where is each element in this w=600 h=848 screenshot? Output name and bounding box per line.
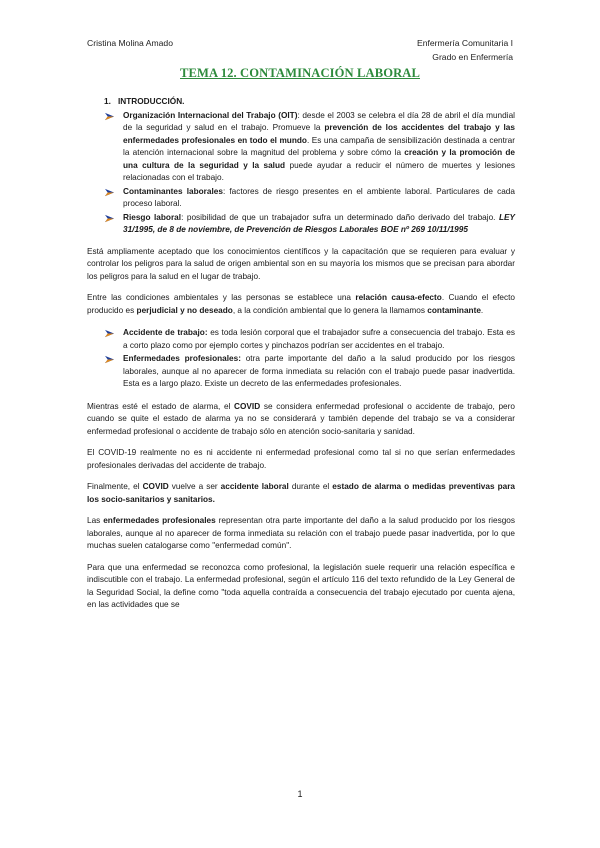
bullet-text: puede ayudar a reducir el número de muertes y lesiones relacionadas con el trabajo. xyxy=(123,160,515,182)
paragraph-1: Está ampliamente aceptado que los conocimientos científicos y la capacitación que se requieren para evaluar y controlar los peligros para la salud de origen ambiental son en su mayoría los mismos que se precisan para abordar los peligros para la salud en el lugar de trabajo. xyxy=(87,246,515,281)
paragraph-7: Para que una enfermedad se reconozca como profesional, la legislación suele requerir una relación específica e indiscutible con el trabajo. La enfermedad profesional, según el artículo 116 del texto refundido de la Ley General de la Seguridad Social, la define como "toda aquella contraída a consecuencia del trabajo ejecutado por cuenta ajena, en las actividades que se xyxy=(87,562,515,609)
header-degree: Grado en Enfermería xyxy=(432,52,513,62)
bullet-item-riesgo xyxy=(87,212,515,237)
paragraph-4: El COVID-19 realmente no es ni accidente ni enfermedad profesional como tal si no que serían enfermedades profesionales derivadas del accidente de trabajo. xyxy=(87,448,515,470)
page-title: TEMA 12. CONTAMINACIÓN LABORAL xyxy=(180,66,420,80)
paragraph-3: Mientras esté el estado de alarma, el COVID se considera enfermedad profesional o accidente de trabajo, pero cuando se quite el estado de alarma ya no se considerará y también depende del trabajo se va a considerar enfermedad profesional o accidente de trabajo sólo en atención socio-sanitaria y sanidad. xyxy=(87,401,515,436)
section-label: INTRODUCCIÓN. xyxy=(118,97,185,106)
bullet-bold-term: Enfermedades profesionales: xyxy=(123,354,241,363)
bullet-bold-text: prevención de los accidentes del trabajo y las enfermedades profesionales en todo el mundo xyxy=(123,123,515,145)
bullet-bold-text: creación y la promoción de una cultura de la seguridad y la salud xyxy=(123,148,515,170)
bullet-text: otra parte importante del daño a la salud producido por los riesgos laborales, aunque al no aparecer de forma inmediata su relación con el trabajo puede pasar inadvertida. Esta es a largo plazo. Existe un decreto de las enfermedades profesionales. xyxy=(123,354,515,388)
paragraph-5: Finalmente, el COVID vuelve a ser accidente laboral durante el estado de alarma o medidas preventivas para los socio-sanitarios y sanitarios. xyxy=(87,482,516,504)
bullet-text: . Es una campaña de sensibilización destinada a centrar la atención internacional sobre la magnitud del problema y sobre cómo la xyxy=(123,135,515,157)
document-body xyxy=(87,96,515,621)
arrow-bullet-icon xyxy=(104,214,115,223)
arrow-bullet-icon xyxy=(104,355,115,364)
arrow-bullet-icon xyxy=(104,112,115,121)
bullet-item-oit xyxy=(87,110,515,185)
bullet-bold-term: Organización Internacional del Trabajo (OIT) xyxy=(123,110,298,120)
bullet-item-accidente xyxy=(87,327,515,352)
header-course: Enfermería Comunitaria I xyxy=(417,38,513,48)
bullet-bold-term: Contaminantes laborales xyxy=(123,186,223,196)
bullet-bold-term: Riesgo laboral xyxy=(123,212,182,222)
header-author: Cristina Molina Amado xyxy=(87,38,173,48)
bullet-item-contaminantes xyxy=(87,186,515,211)
bullet-bold-term: Accidente de trabajo: xyxy=(123,328,208,337)
page-number: 1 xyxy=(297,789,303,799)
bullet-text: : posibilidad de que un trabajador sufra un determinado daño derivado del trabajo. xyxy=(181,212,499,222)
arrow-bullet-icon xyxy=(104,188,115,197)
bullet-text: es toda lesión corporal que el trabajador sufre a consecuencia del trabajo. Esta es a corto plazo como por ejemplo cortes y pinchazos podrían ser accidentes en el trabajo. xyxy=(123,328,515,350)
bullet-text: : desde el 2003 se celebra el día 28 de abril el día mundial de la seguridad y salud en el trabajo. Promueve la xyxy=(123,110,515,132)
law-reference: LEY 31/1995, de 8 de noviembre, de Prevención de Riesgos Laborales BOE nº 269 10/11/1995 xyxy=(123,212,515,234)
bullet-item-enfermedades xyxy=(87,353,515,391)
arrow-bullet-icon xyxy=(104,329,115,338)
paragraph-6: Las enfermedades profesionales representan otra parte importante del daño a la salud producido por los riesgos laborales, aunque al no aparecer de forma inmediata su relación con el trabajo puede pasar inadvertida, por lo que muchas suelen catalogarse como "enfermedad común". xyxy=(87,516,515,550)
bullet-text: : factores de riesgo presentes en el ambiente laboral. Particulares de cada proceso laboral. xyxy=(123,186,515,208)
section-number: 1. xyxy=(104,97,111,106)
paragraph-2: Entre las condiciones ambientales y las personas se establece una relación causa-efecto. Cuando el efecto producido es perjudicial y no deseado, a la condición ambiental que lo genera la llamamos contaminante. xyxy=(87,293,515,315)
section-heading xyxy=(104,96,515,109)
